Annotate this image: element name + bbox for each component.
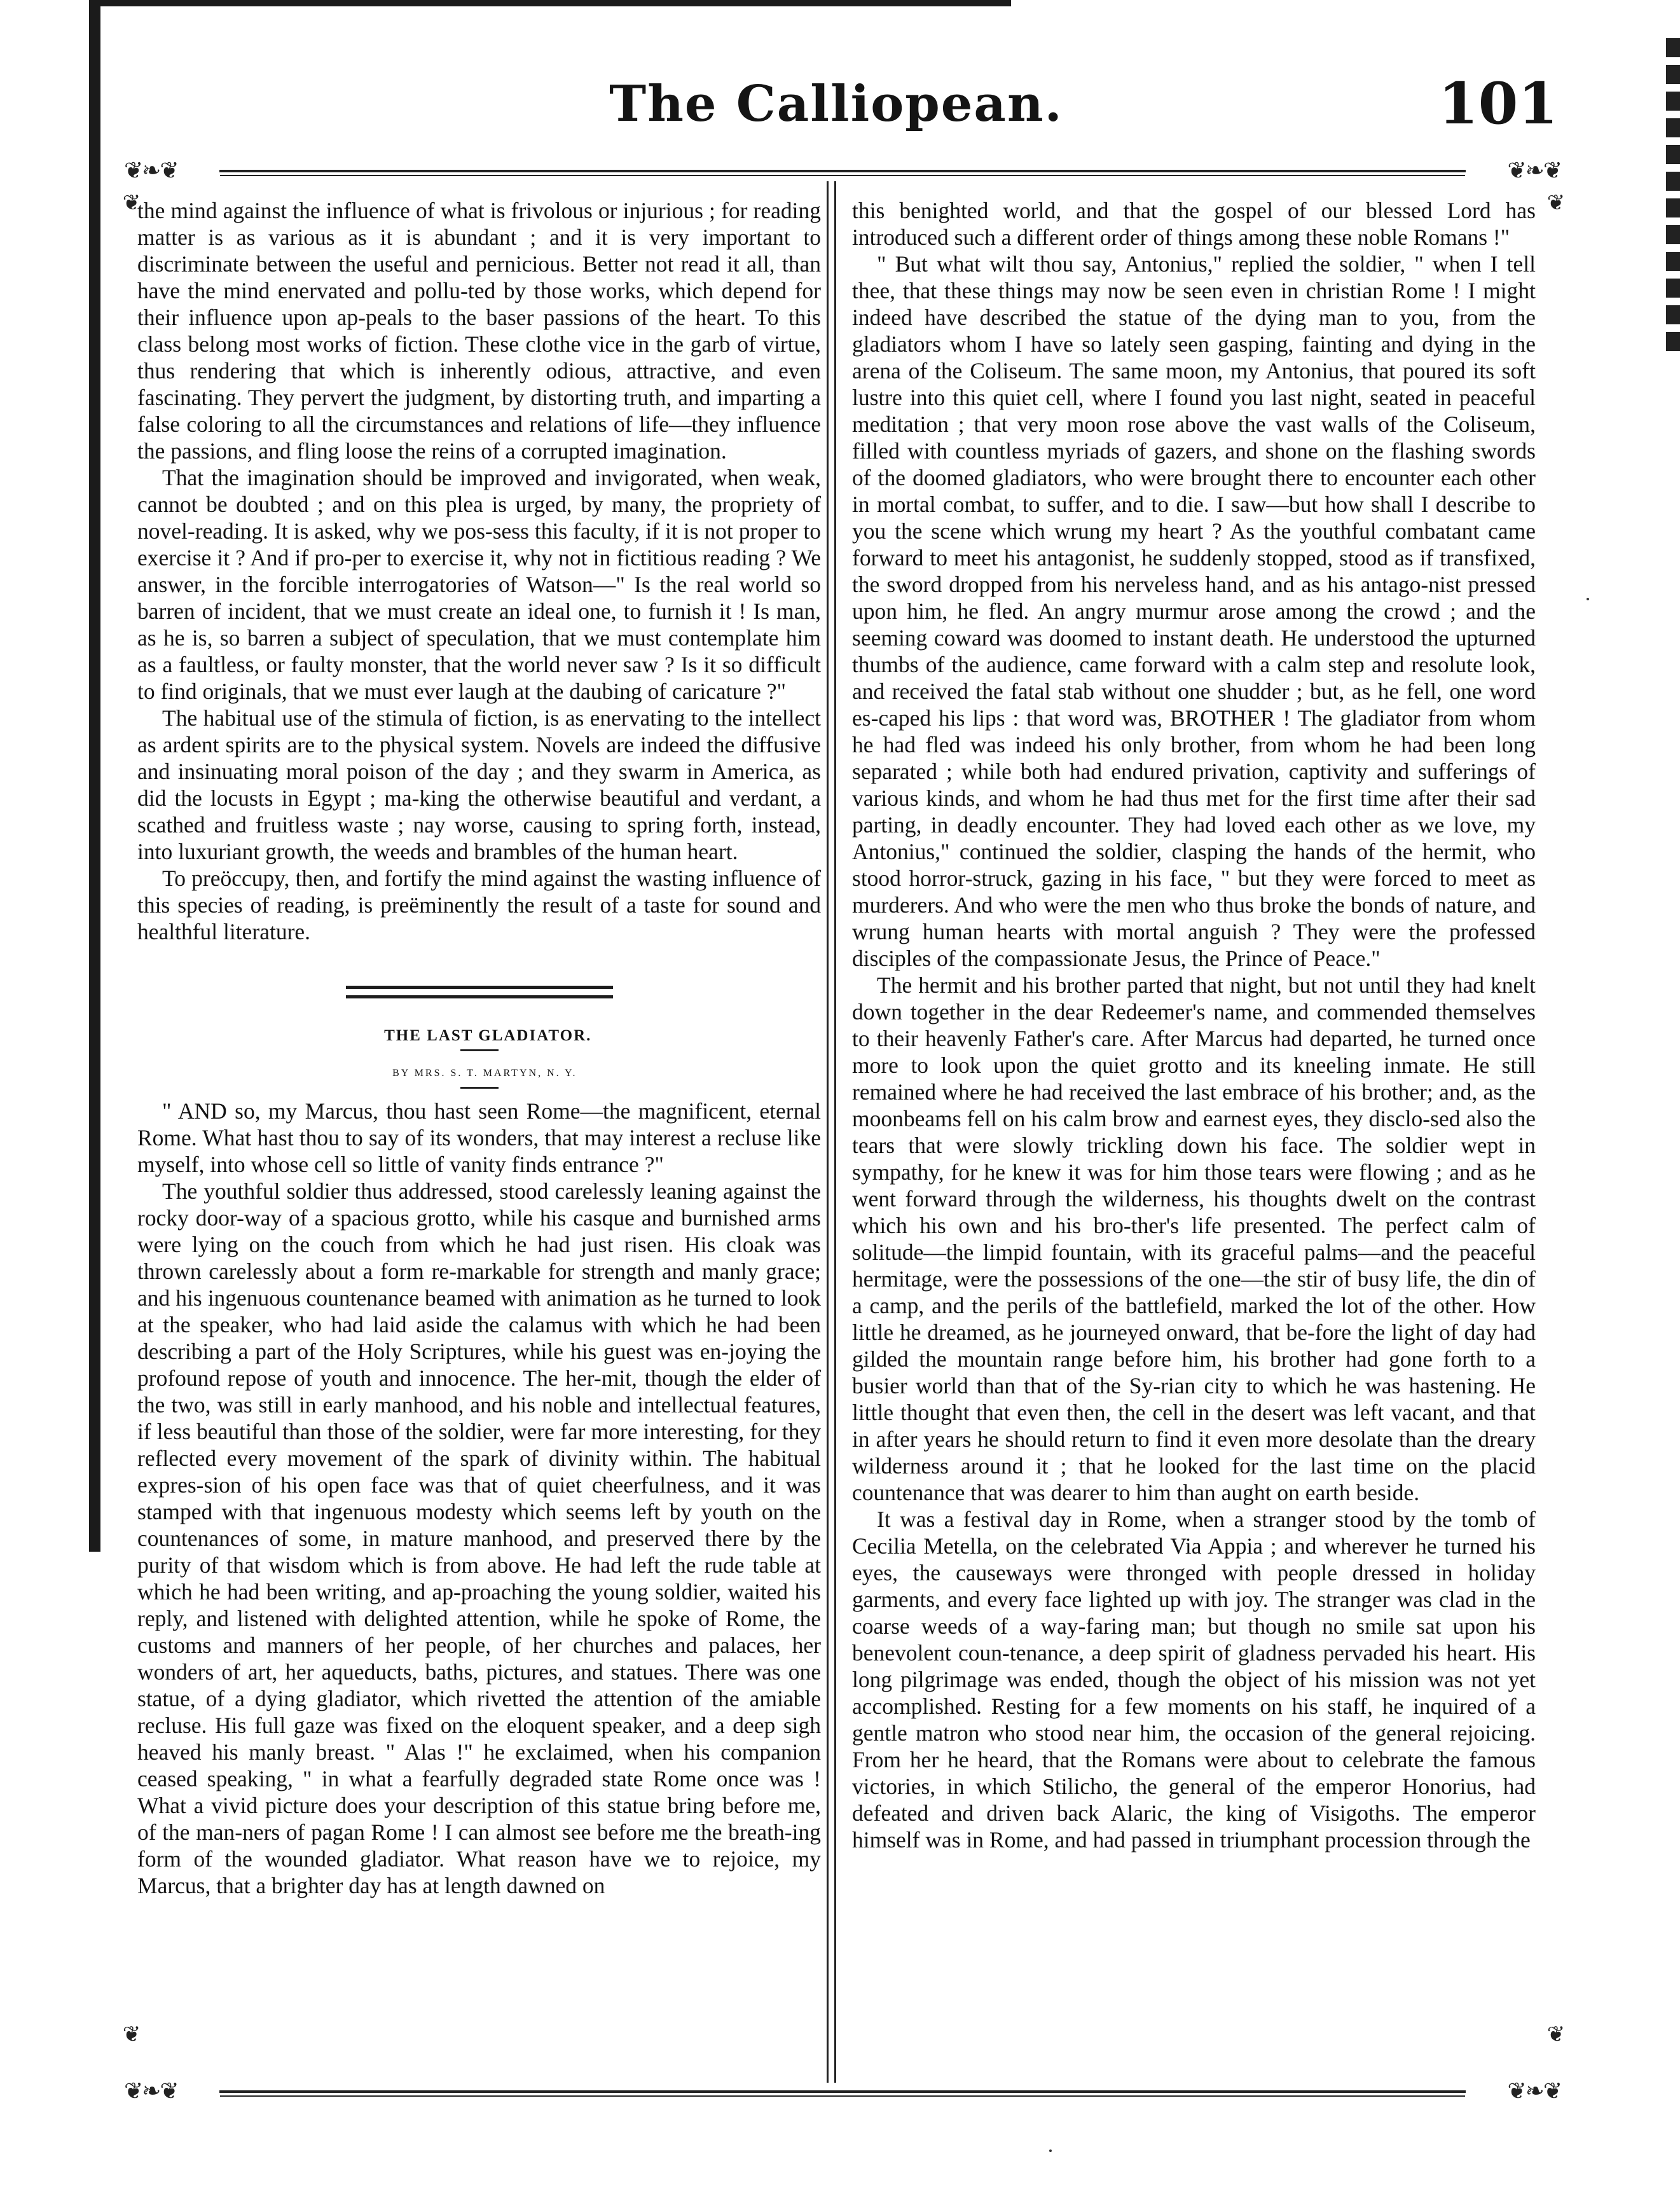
paragraph: The youthful soldier thus addressed, stood carelessly leaning against the rocky door-way of a spacious grotto, while his casque and burnished arms were lying on the couch from which he had just risen. His cloak was thrown carelessly about a form re-markable for strength and manly grace; and his ingenuous countenance beamed with animation as he turned to look at the speaker, who had laid aside the calamus with which he had been describing a part of the Holy Scriptures, while his guest was en-joying the profound repose of youth and innocence. The her-mit, though the elder of the two, was still in early manhood, and his noble and intellectual features, if less beautiful than those of the soldier, were far more interesting, for they reflected every movement of the spark of divinity within. The habitual expres-sion of his open face was that of quiet cheerfulness, and it was stamped with that ingenuous modesty which seems left by youth on the countenances of some, in mature manhood, and preserved there by the purity of that wisdom which is from above. He had left the rude table at which he had been writing, and ap-proaching the young soldier, waited his reply, and listened with delighted attention, while he spoke of Rome, the customs and manners of her people, of her churches and palaces, her wonders of art, her aqueducts, baths, pictures, and statues. There was one statue, of a dying gladiator, which rivetted the attention of the amiable recluse. His full gaze was fixed on the eloquent speaker, and a deep sigh heaved his manly breast. " Alas !" he exclaimed, when his companion ceased speaking, " in what a fearfully degraded state Rome once was ! What a vivid picture does your description of this statue bring before me, of the man-ners of pagan Rome ! I can almost see before me the breath-ing form of the wounded gladiator. What reason have we to rejoice, my Marcus, that a brighter day has at length dawned on	[137, 1178, 821, 1898]
scan-speck	[1049, 2149, 1052, 2152]
scan-speck	[1587, 598, 1589, 600]
paragraph: " But what wilt thou say, Antonius," replied the soldier, " when I tell thee, that these things may now be seen even in christian Rome ! I might indeed have described the statue of the dying man to you, from the gladiators whom I have so lately seen gasping, fainting and dying in the arena of the Coliseum. The same moon, my Antonius, that poured its soft lustre into this quiet cell, where I found you last night, seated in peaceful meditation ; that very moon rose above the vast walls of the Coliseum, filled with countless myriads of gazers, and shone on the flashing swords of the doomed gladiators, who were brought there to encounter each other in mortal combat, to suffer, and to die. I saw—but how shall I describe to you the scene which wrung my heart ? As the youthful combatant came forward to meet his antagonist, he suddenly stopped, stood as if transfixed, the sword dropped from his nerveless hand, and as his antago-nist pressed upon him, he fled. An angry murmur arose among the crowd ; and the seeming coward was doomed to instant death. He understood the upturned thumbs of the audience, came forward with a calm step and resolute look, and received the fatal stab without one shudder ; but, as he fell, one word es-caped his lips : that word was, BROTHER ! The gladiator from whom he had fled was indeed his only brother, from whom he had been long separated ; while both had endured privation, captivity and sufferings of various kinds, and whom he had thus met for the first time after their sad parting, in deadly encounter. They had loved each other as we love, my Antonius," continued the soldier, clasping the hands of the hermit, who stood horror-struck, gazing in his face, " but they were forced to meet as murderers. And who were the men who thus broke the bonds of nature, and wrung human hearts with mortal anguish ? They were the professed disciples of the compassionate Jesus, the Prince of Peace."	[852, 251, 1536, 971]
paragraph: this benighted world, and that the gospel of our blessed Lord has introduced such a different order of things among these noble Romans !"	[852, 198, 1536, 250]
page-header	[114, 70, 1558, 137]
right-column	[852, 197, 1536, 2073]
scan-edge-right	[1666, 38, 1680, 356]
scan-edge-left	[89, 0, 100, 1552]
paragraph: The habitual use of the stimula of fiction, is as enervating to the intellect as ardent spirits are to the physical system. Novels are indeed the diffusive and insinuating moral poison of the day ; and they swarm in America, as did the locusts in Egypt ; ma-king the otherwise beautiful and verdant, a scathed and fruitless waste ; nay worse, causing to spring forth, instead, into luxuriant growth, the weeds and brambles of the human heart.	[137, 705, 821, 864]
vine-ornament-icon: ❦	[1546, 191, 1566, 215]
vine-ornament-icon: ❦	[1546, 2023, 1566, 2046]
section-divider	[346, 986, 613, 998]
flourish-right-icon: ❦❧❦	[1507, 2078, 1561, 2104]
scan-edge-top	[89, 0, 1011, 6]
column-divider	[827, 181, 829, 2083]
bottom-ornamental-rule	[124, 2080, 1561, 2105]
title-rule	[460, 1049, 499, 1051]
flourish-left-icon: ❦❧❦	[124, 158, 178, 183]
paragraph: the mind against the influence of what is frivolous or injurious ; for reading matter is as various as it is abundant ; and it is very important to discriminate between the useful and pernicious. Better not read it all, than have the mind enervated and pollu-ted by those works, which depend for their influence upon ap-peals to the baser passions of the heart. To this class belong most works of fiction. These clothe vice in the garb of virtue, thus rendering that which is inherently odious, attractive, and even fascinating. They pervert the judgment, by distorting truth, and imparting a false coloring to all the circumstances and relations of life—they influence the passions, and fling loose the reins of a corrupted imagination.	[137, 198, 821, 464]
paragraph: It was a festival day in Rome, when a stranger stood by the tomb of Cecilia Metella, on the celebrated Via Appia ; and wherever he turned his eyes, the causeways were thronged with people dressed in holiday garments, and every face lighted up with joy. The stranger was clad in the coarse weeds of a way-faring man; but though no smile sat upon his benevolent coun-tenance, a deep spirit of gladness pervaded his heart. His long pilgrimage was ended, though the object of his mission was not yet accomplished. Resting for a few moments on his staff, he inquired of a gentle matron who stood near him, the occasion of the general rejoicing. From her he heard, that the Romans were about to celebrate the famous victories, in which Stilicho, the general of the emperor Honorius, had defeated and driven back Alaric, the king of Visigoths. The emperor himself was in Rome, and had passed in triumphant procession through the	[852, 1507, 1536, 1853]
flourish-left-icon: ❦❧❦	[124, 2078, 178, 2104]
flourish-right-icon: ❦❧❦	[1507, 158, 1561, 183]
double-rule	[219, 2090, 1466, 2093]
paragraph: " AND so, my Marcus, thou hast seen Rome—the magnificent, eternal Rome. What hast thou to say of its wonders, that may interest a recluse like myself, into whose cell so little of vanity finds entrance ?"	[137, 1098, 821, 1177]
left-column	[137, 197, 821, 2073]
byline-rule	[460, 1087, 499, 1089]
double-rule	[219, 170, 1466, 172]
page-number: 101	[1438, 70, 1558, 137]
article-title: THE LAST GLADIATOR.	[384, 1027, 592, 1044]
paragraph: The hermit and his brother parted that night, but not until they had knelt down together in the dear Redeemer's name, and commended themselves to their heavenly Father's care. After Marcus had departed, he turned once more to look upon the quiet grotto and its kneeling inmate. He still remained where he had received the last embrace of his brother; and, as the moonbeams fell on his calm brow and earnest eyes, they disclo-sed also the tears that were slowly trickling down his face. The soldier wept in sympathy, for he knew it was for him those tears were flowing ; and as he went forward through the wilderness, his thoughts dwelt on the contrast which his own and his bro-ther's life presented. The perfect calm of solitude—the limpid fountain, with its graceful palms—and the peaceful hermitage, were the possessions of the one—the stir of busy life, the din of a camp, and the perils of the battlefield, marked the lot of the other. How little he dreamed, as he journeyed onward, that be-fore the light of day had gilded the mountain range before him, his brother had gone forth to a busier world than that of the Sy-rian city to which he was hastening. He little thought that even then, the cell in the desert was left vacant, and that in after years he should return to find it even more desolate than the dreary wilderness around it ; that he looked for the last time on the placid countenance that was dearer to him than aught on earth beside.	[852, 972, 1536, 1505]
vine-ornament-icon: ❦	[122, 191, 141, 215]
vine-ornament-icon: ❦	[122, 2023, 141, 2046]
masthead-title: The Calliopean.	[609, 75, 1063, 133]
paragraph: To preöccupy, then, and fortify the mind against the wasting influence of this species of reading, is preëminently the result of a taste for sound and healthful literature.	[137, 866, 821, 944]
top-ornamental-rule	[124, 159, 1561, 184]
article-byline: BY MRS. S. T. MARTYN, N. Y.	[392, 1068, 577, 1079]
paragraph: That the imagination should be improved and invigorated, when weak, cannot be doubted ; and on this plea is urged, by many, the propriety of novel-reading. It is asked, why we pos-sess this faculty, if it is not proper to exercise it ? And if pro-per to exercise it, why not in fictitious reading ? We answer, in the forcible interrogatories of Watson—" Is the real world so barren of incident, that we must create an ideal one, to furnish it ! Is man, as he is, so barren a subject of speculation, that we must contemplate him as a faultless, or faulty monster, that the world never saw ? Is it so difficult to find originals, that we must ever laugh at the daubing of caricature ?"	[137, 465, 821, 704]
